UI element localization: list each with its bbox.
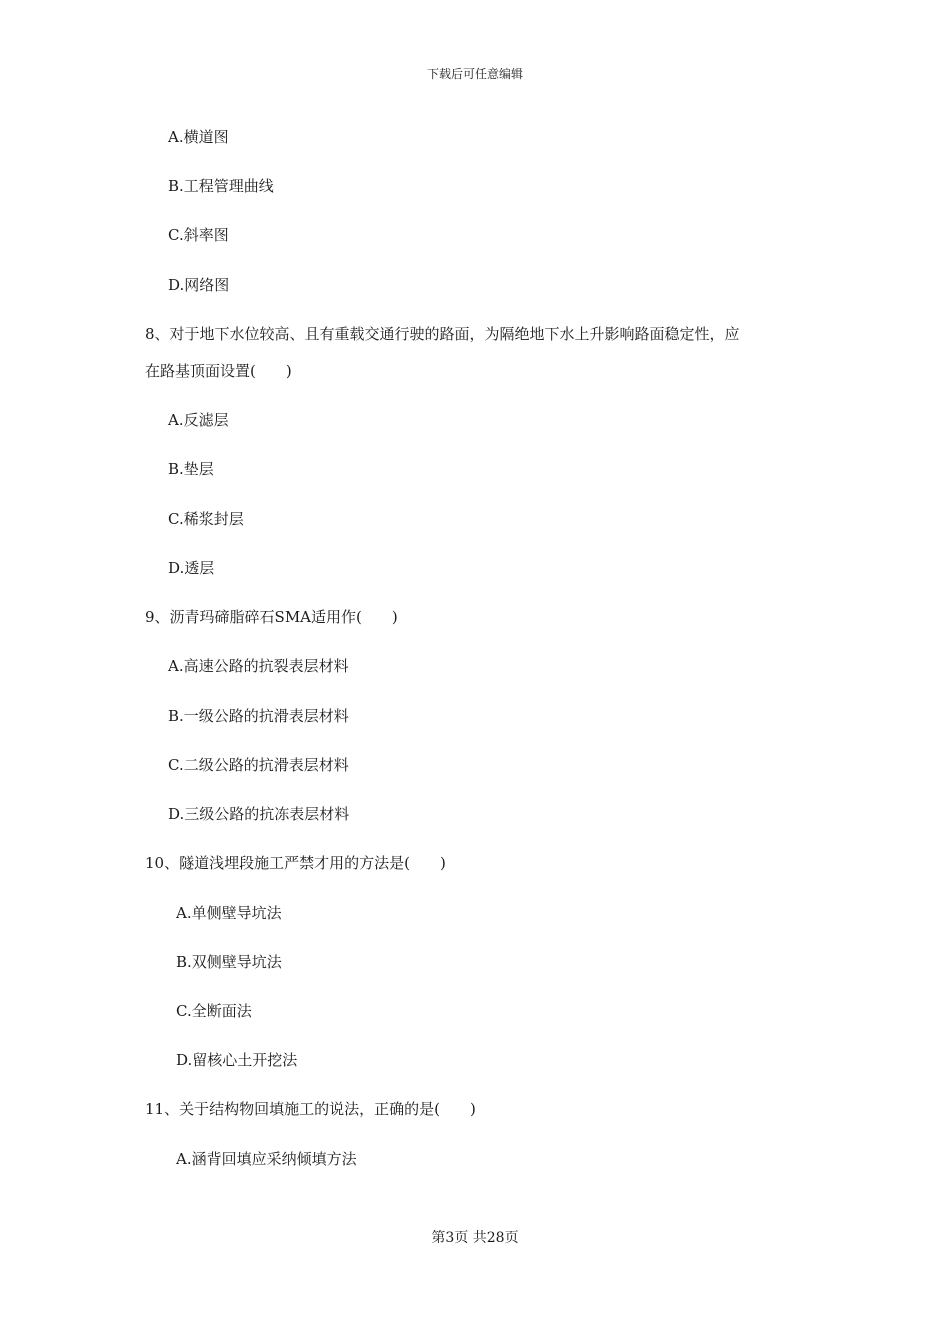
q10-option-c: C.全断面法 bbox=[176, 1002, 252, 1020]
q8-option-a: A.反滤层 bbox=[168, 411, 229, 429]
q7-option-a: A.横道图 bbox=[168, 128, 229, 146]
q7-option-b: B.工程管理曲线 bbox=[168, 177, 274, 195]
q10-option-b: B.双侧壁导坑法 bbox=[176, 953, 282, 971]
q7-option-c: C.斜率图 bbox=[168, 226, 229, 244]
q9-option-b: B.一级公路的抗滑表层材料 bbox=[168, 707, 349, 725]
q11-stem: 11、关于结构物回填施工的说法，正确的是( ) bbox=[145, 1100, 476, 1118]
page-header: 下载后可任意编辑 bbox=[426, 67, 523, 81]
q10-option-d: D.留核心土开挖法 bbox=[176, 1051, 298, 1069]
q11-option-a: A.涵背回填应采纳倾填方法 bbox=[176, 1150, 357, 1168]
q7-option-d: D.网络图 bbox=[168, 276, 230, 294]
q9-option-c: C.二级公路的抗滑表层材料 bbox=[168, 756, 349, 774]
q8-stem-line1: 8、对于地下水位较高、且有重载交通行驶的路面，为隔绝地下水上升影响路面稳定性，应 bbox=[145, 325, 740, 343]
q8-option-d: D.透层 bbox=[168, 559, 215, 577]
q9-stem: 9、沥青玛碲脂碎石SMA适用作( ) bbox=[145, 608, 398, 626]
q8-option-c: C.稀浆封层 bbox=[168, 510, 244, 528]
q8-stem-line2: 在路基顶面设置( ) bbox=[145, 362, 292, 380]
q8-option-b: B.垫层 bbox=[168, 460, 214, 478]
q10-option-a: A.单侧壁导坑法 bbox=[176, 904, 282, 922]
q10-stem: 10、隧道浅埋段施工严禁才用的方法是( ) bbox=[145, 854, 446, 872]
page-footer: 第3页 共28页 bbox=[431, 1230, 519, 1246]
q9-option-d: D.三级公路的抗冻表层材料 bbox=[168, 805, 350, 823]
q9-option-a: A.高速公路的抗裂表层材料 bbox=[168, 657, 349, 675]
